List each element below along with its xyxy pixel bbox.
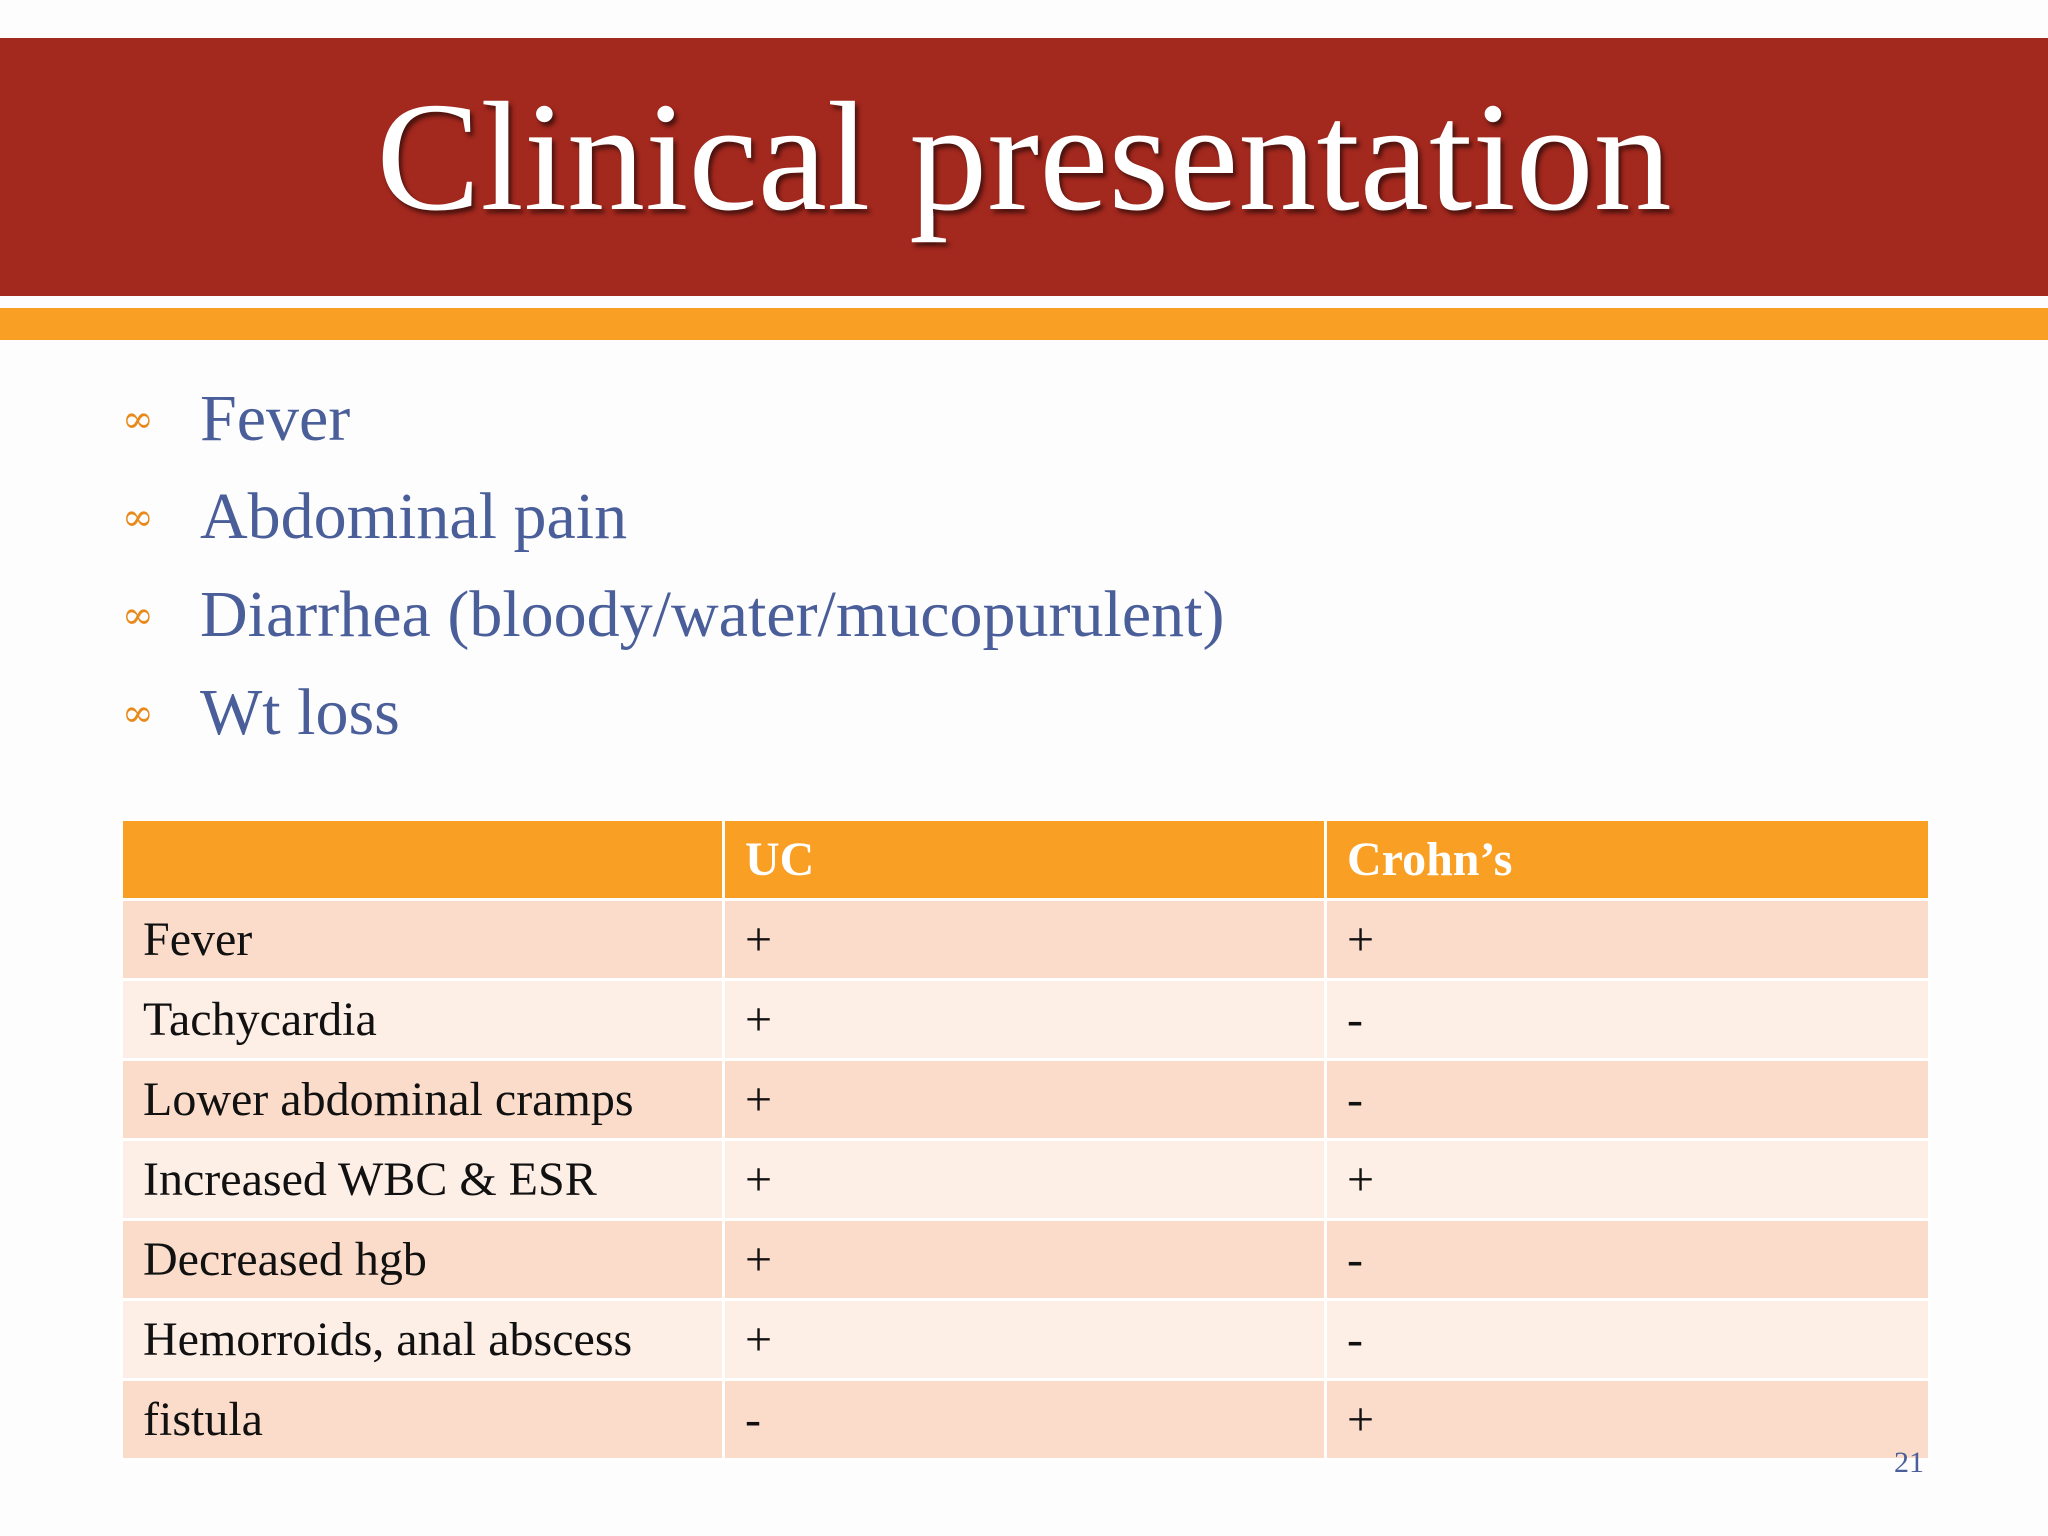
- table-header-cell: Crohn’s: [1326, 820, 1930, 900]
- table-cell: +: [1326, 1380, 1930, 1460]
- table-row: [122, 1220, 1930, 1300]
- table-row: [122, 900, 1930, 980]
- bullet-text: Abdominal pain: [200, 480, 628, 553]
- table-cell: -: [1326, 1060, 1930, 1140]
- table-cell: Hemorroids, anal abscess: [122, 1300, 724, 1380]
- table-header-row: [122, 820, 1930, 900]
- table-cell: +: [1326, 1140, 1930, 1220]
- table-header-cell: [122, 820, 724, 900]
- bullet-item: [122, 468, 1224, 566]
- table-row: [122, 1060, 1930, 1140]
- table-cell: Increased WBC & ESR: [122, 1140, 724, 1220]
- bullet-list: [122, 370, 1224, 762]
- ornamental-swirl-icon: ∞: [122, 397, 154, 441]
- accent-bar: [0, 308, 2048, 340]
- table-cell: +: [724, 1060, 1326, 1140]
- table-row: [122, 1380, 1930, 1460]
- slide-title: Clinical presentation: [376, 70, 1672, 243]
- table-cell: +: [1326, 900, 1930, 980]
- table-cell: -: [724, 1380, 1326, 1460]
- page-number: 21: [1894, 1446, 1924, 1479]
- table-cell: +: [724, 900, 1326, 980]
- table-cell: +: [724, 1220, 1326, 1300]
- table-cell: +: [724, 980, 1326, 1060]
- bullet-item: [122, 664, 1224, 762]
- table-header-cell: UC: [724, 820, 1326, 900]
- bullet-text: Fever: [200, 382, 351, 455]
- bullet-item: [122, 566, 1224, 664]
- table-cell: -: [1326, 980, 1930, 1060]
- table-row: [122, 1300, 1930, 1380]
- table-cell: Tachycardia: [122, 980, 724, 1060]
- bullet-text: Wt loss: [200, 676, 400, 749]
- table-cell: Decreased hgb: [122, 1220, 724, 1300]
- table-cell: +: [724, 1300, 1326, 1380]
- table-cell: Fever: [122, 900, 724, 980]
- bullet-item: [122, 370, 1224, 468]
- table-row: [122, 980, 1930, 1060]
- ornamental-swirl-icon: ∞: [122, 495, 154, 539]
- comparison-table: [120, 818, 1931, 1461]
- ornamental-swirl-icon: ∞: [122, 593, 154, 637]
- table-cell: -: [1326, 1220, 1930, 1300]
- table-cell: fistula: [122, 1380, 724, 1460]
- ornamental-swirl-icon: ∞: [122, 691, 154, 735]
- table-cell: Lower abdominal cramps: [122, 1060, 724, 1140]
- table-cell: -: [1326, 1300, 1930, 1380]
- table-cell: +: [724, 1140, 1326, 1220]
- bullet-text: Diarrhea (bloody/water/mucopurulent): [200, 578, 1225, 651]
- table-row: [122, 1140, 1930, 1220]
